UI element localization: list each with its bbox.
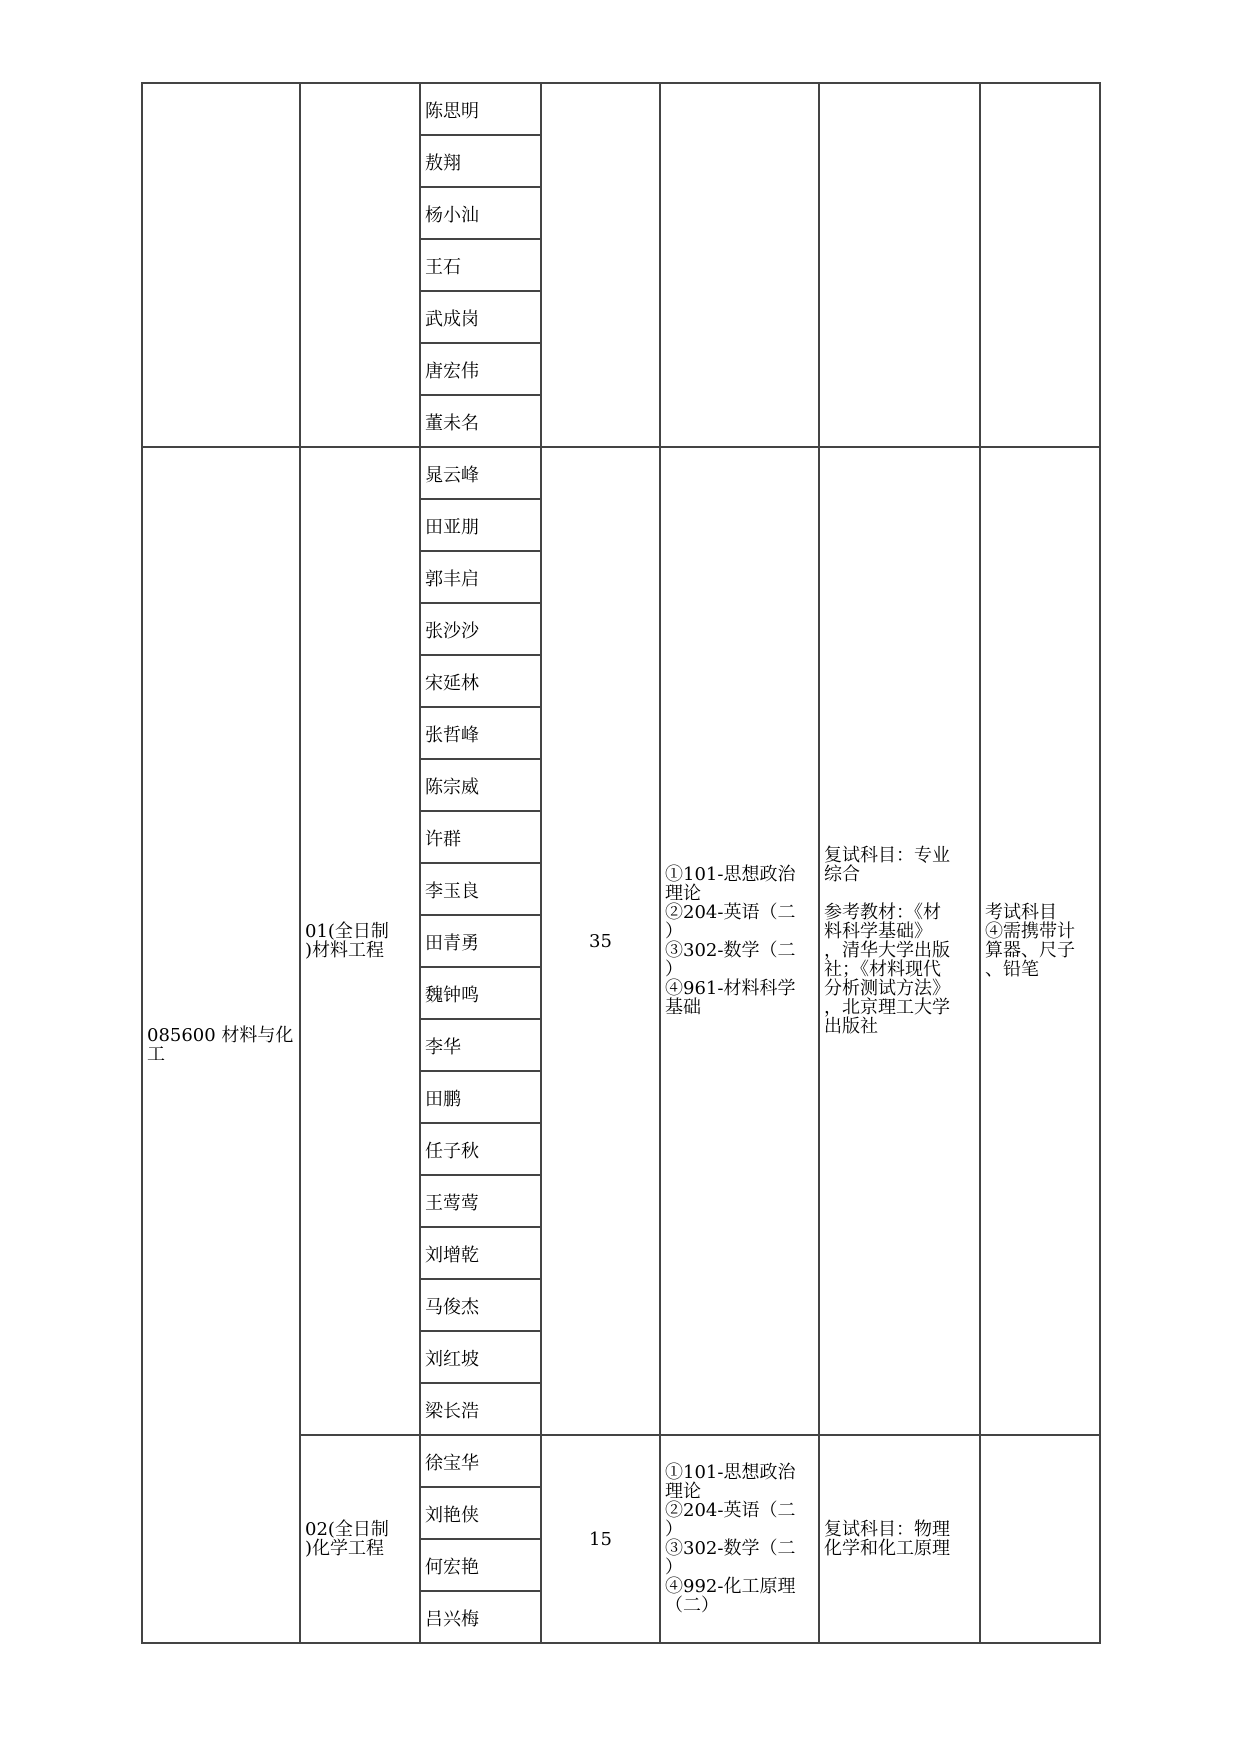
remarks-cell-empty	[980, 83, 1100, 447]
research-direction: 01(全日制 )材料工程	[300, 447, 420, 1435]
table-row	[142, 447, 1100, 499]
direction-cell-empty	[300, 83, 420, 447]
supervisor-name: 杨小汕	[420, 187, 541, 239]
supervisor-name: 陈宗威	[420, 759, 541, 811]
supervisor-name: 梁长浩	[420, 1383, 541, 1435]
supervisor-name: 马俊杰	[420, 1279, 541, 1331]
exam-subjects: ①101-思想政治 理论 ②204-英语（二 ） ③302-数学（二 ） ④961-材料科学 基础	[660, 447, 819, 1435]
major-name: 085600 材料与化工	[142, 447, 300, 1643]
enrollment-quota: 35	[541, 447, 660, 1435]
supervisor-name: 许群	[420, 811, 541, 863]
supervisor-name: 任子秋	[420, 1123, 541, 1175]
supervisor-name: 刘艳侠	[420, 1487, 541, 1539]
supervisor-name: 敖翔	[420, 135, 541, 187]
supervisor-name: 张沙沙	[420, 603, 541, 655]
supervisor-name: 何宏艳	[420, 1539, 541, 1591]
quota-cell-empty	[541, 83, 660, 447]
supervisor-name: 李玉良	[420, 863, 541, 915]
supervisor-name: 武成岗	[420, 291, 541, 343]
research-direction: 02(全日制 )化学工程	[300, 1435, 420, 1643]
supervisor-name: 唐宏伟	[420, 343, 541, 395]
supervisor-name: 张哲峰	[420, 707, 541, 759]
supervisor-name: 田鹏	[420, 1071, 541, 1123]
retest-cell-empty	[819, 83, 980, 447]
supervisor-name: 吕兴梅	[420, 1591, 541, 1643]
exam-subjects: ①101-思想政治 理论 ②204-英语（二 ） ③302-数学（二 ） ④992-化工原理 （二）	[660, 1435, 819, 1643]
remarks: 考试科目 ④需携带计 算器、尺子 、铅笔	[980, 447, 1100, 1435]
supervisor-name: 宋延林	[420, 655, 541, 707]
supervisor-name: 田亚朋	[420, 499, 541, 551]
table-row	[142, 83, 1100, 135]
exam-subjects-cell-empty	[660, 83, 819, 447]
supervisor-name: 刘红坡	[420, 1331, 541, 1383]
remarks	[980, 1435, 1100, 1643]
supervisor-name: 晁云峰	[420, 447, 541, 499]
major-cell-empty	[142, 83, 300, 447]
admissions-table	[141, 82, 1101, 1644]
supervisor-name: 李华	[420, 1019, 541, 1071]
supervisor-name: 董未名	[420, 395, 541, 447]
supervisor-name: 王莺莺	[420, 1175, 541, 1227]
supervisor-name: 郭丰启	[420, 551, 541, 603]
supervisor-name: 王石	[420, 239, 541, 291]
enrollment-quota: 15	[541, 1435, 660, 1643]
supervisor-name: 刘增乾	[420, 1227, 541, 1279]
supervisor-name: 田青勇	[420, 915, 541, 967]
supervisor-name: 魏钟鸣	[420, 967, 541, 1019]
supervisor-name: 徐宝华	[420, 1435, 541, 1487]
supervisor-name: 陈思明	[420, 83, 541, 135]
retest-info: 复试科目：专业 综合 参考教材：《材 料科学基础》 ，清华大学出版 社；《材料现代 分析测试方法》 ，北京理工大学 出版社	[819, 447, 980, 1435]
retest-info: 复试科目：物理 化学和化工原理	[819, 1435, 980, 1643]
